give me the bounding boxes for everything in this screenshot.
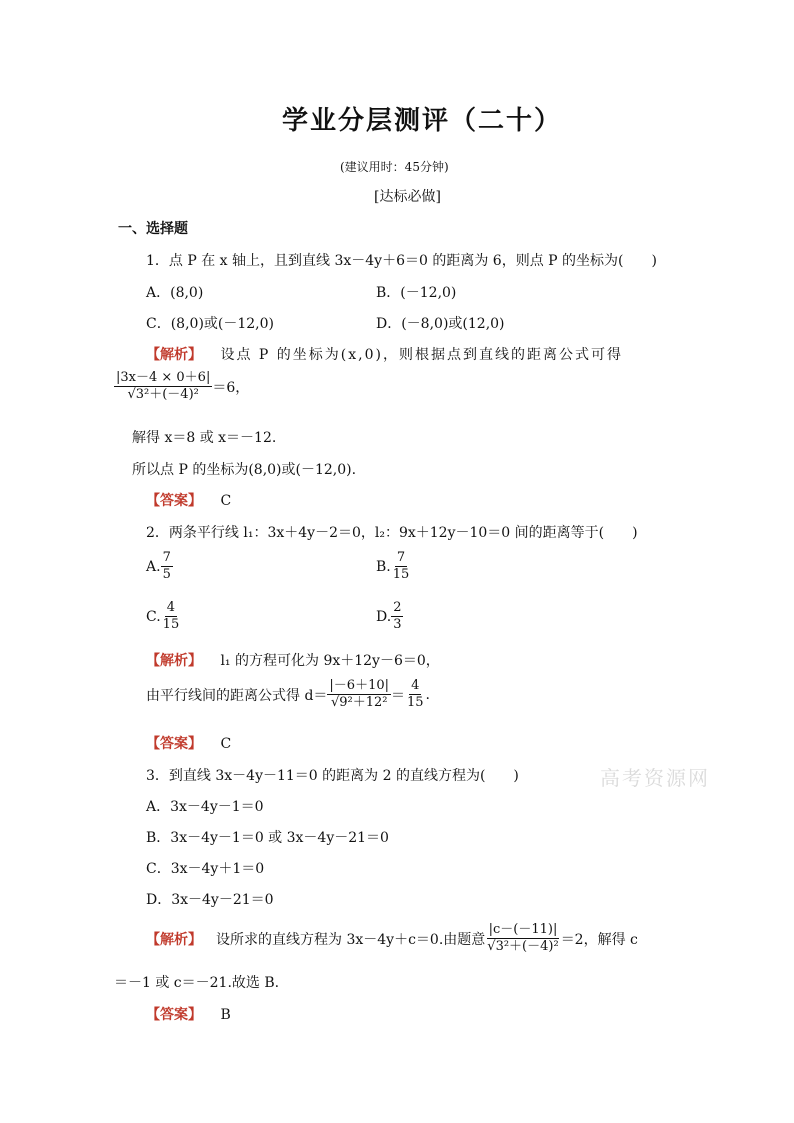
page-title: 学业分层测评（二十） [282,106,563,136]
q3-option-b: B．3x－4y－1＝0 或 3x－4y－21＝0 [146,830,389,846]
q3-answer-tag: 【答案】 [146,1007,202,1023]
q2-analysis-text: l₁ 的方程可化为 9x＋12y－6＝0， [220,653,440,669]
q1-analysis-tag: 【解析】 [146,347,202,363]
q3-answer-value: B [220,1007,231,1023]
q2-frac2-den: 15 [407,695,424,710]
q2-option-d [376,600,403,633]
q2-d-den: 3 [393,617,402,632]
q2-option-c [146,600,181,633]
q3-frac-num: |c－(－11)| [488,922,558,937]
q1-option-b: B．(－12,0) [376,285,457,301]
q1-option-c: C．(8,0)或(－12,0) [146,316,274,332]
q3-stem: 3．到直线 3x－4y－11＝0 的距离为 2 的直线方程为( ) [146,768,519,784]
q2-analysis-tag: 【解析】 [146,653,202,669]
q1-answer [146,490,231,510]
q3-analysis [146,922,638,955]
q2-answer-tag: 【答案】 [146,736,202,752]
q3-frac-rhs: ＝2，解得 c [560,931,638,948]
q1-formula [114,370,249,403]
q1-frac-rhs: ＝6， [212,379,250,396]
q2-d-label: D. [376,608,392,625]
q2-answer-value: C [220,736,232,752]
q2-b-den: 15 [392,567,410,582]
q1-analysis-text: 设点 P 的坐标为(x,0)，则根据点到直线的距离公式可得 [220,347,623,363]
q1-frac-num: |3x－4 × 0＋6| [116,370,211,385]
q3-analysis-text: 设所求的直线方程为 3x－4y＋c＝0.由题意 [216,931,486,948]
q1-frac-den: √3²＋(－4)² [127,387,199,402]
q2-frac1-num: |－6＋10| [329,678,389,693]
section-label: [达标必做] [374,189,441,205]
q2-formula-pre: 由平行线间的距离公式得 d＝ [146,687,328,704]
q3-answer [146,1004,231,1024]
q2-b-num: 7 [396,550,406,565]
q2-answer [146,733,231,753]
watermark: 高考资源网 [600,766,710,790]
q1-conclusion: 所以点 P 的坐标为(8,0)或(－12,0). [132,462,357,478]
q2-option-a [146,550,173,583]
q3-option-a: A．3x－4y－1＝0 [146,799,264,815]
q3-frac-den: √3²＋(－4)² [487,939,559,954]
q2-b-label: B. [376,558,391,575]
q1-fraction [114,370,212,403]
q1-answer-tag: 【答案】 [146,493,202,509]
q2-formula-end: . [425,686,430,703]
q1-answer-value: C [220,493,232,509]
q3-option-d: D．3x－4y－21＝0 [146,892,274,908]
q1-option-a: A．(8,0) [146,285,204,301]
q2-frac1-den: √9²＋12² [330,695,388,710]
q2-formula [146,678,430,711]
q1-solve-line: 解得 x＝8 或 x＝－12. [132,430,277,446]
q2-c-den: 15 [162,617,180,632]
q3-solve-line: ＝－1 或 c＝－21.故选 B. [114,975,280,991]
q2-d-num: 2 [393,600,402,615]
q2-frac2-num: 4 [411,678,420,693]
q2-c-label: C. [146,608,161,625]
q2-analysis [146,650,440,670]
q3-analysis-tag: 【解析】 [146,931,202,948]
q2-a-label: A. [146,558,161,575]
q2-c-num: 4 [166,600,176,615]
q1-analysis [146,344,623,364]
q2-formula-eq: ＝ [391,687,405,704]
q2-a-den: 5 [162,567,171,582]
q2-option-b [376,550,411,583]
q1-option-d: D．(－8,0)或(12,0) [376,316,505,332]
q3-option-c: C．3x－4y＋1＝0 [146,861,265,877]
q1-stem: 1．点 P 在 x 轴上，且到直线 3x－4y＋6＝0 的距离为 6，则点 P 的坐标为( ) [146,253,657,269]
part-heading: 一、选择题 [118,221,188,237]
q2-stem: 2．两条平行线 l₁：3x＋4y－2＝0，l₂：9x＋12y－10＝0 间的距离等于( ) [146,525,638,541]
q2-a-num: 7 [162,550,171,565]
time-note: (建议用时：45分钟) [340,160,449,174]
